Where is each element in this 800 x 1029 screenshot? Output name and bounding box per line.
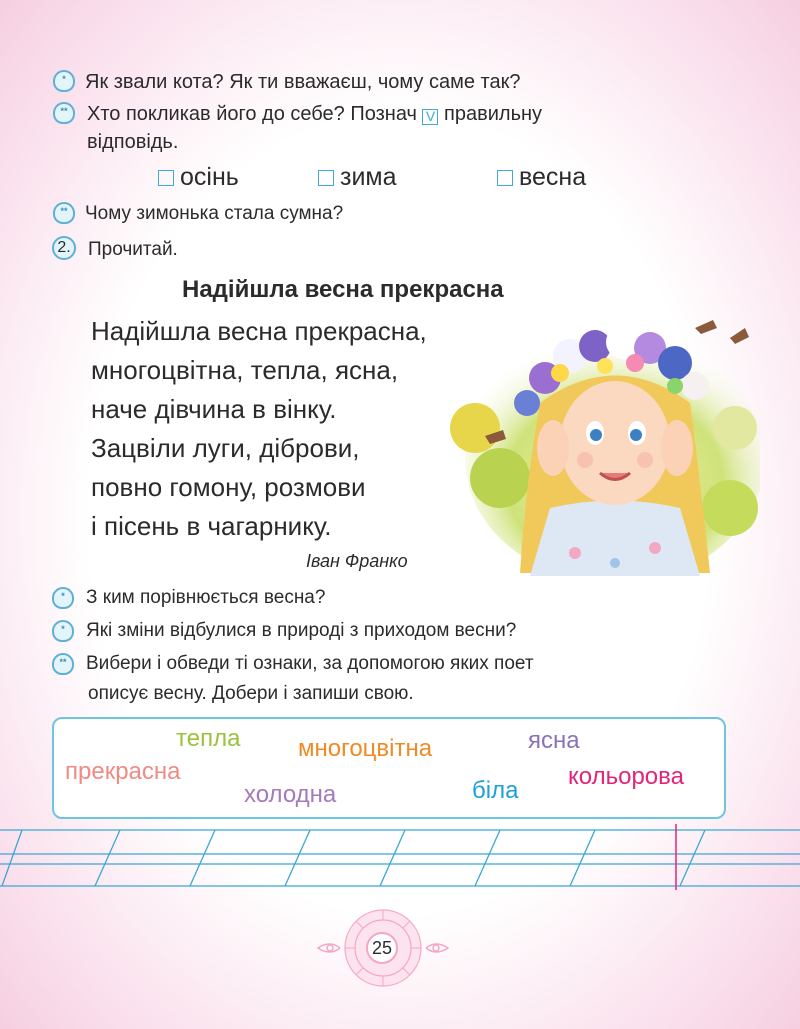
question-6: Вибери і обведи ті ознаки, за допомогою яких поет (86, 653, 534, 674)
star-question-icon: * (53, 70, 75, 92)
question-2 (87, 102, 542, 126)
question-2-text: Хто покликав його до себе? Познач (87, 103, 417, 125)
double-star-question-icon: ** (52, 653, 74, 675)
word-option[interactable]: прекрасна (65, 758, 181, 785)
task-2-instruction: Прочитай. (88, 239, 178, 260)
option-autumn[interactable] (158, 163, 239, 192)
option-label: весна (519, 163, 587, 191)
poem-line: наче дівчина в вінку. (91, 394, 337, 424)
question-2-line2: відповідь. (87, 131, 179, 153)
star-question-icon: * (52, 620, 74, 642)
option-label: зима (340, 163, 397, 191)
option-winter[interactable] (318, 163, 397, 192)
question-5: Які зміни відбулися в природі з приходом весни? (86, 620, 517, 641)
poem-line: многоцвітна, тепла, ясна, (91, 355, 399, 385)
check-mark-icon: V (422, 109, 438, 125)
question-6-line2: описує весну. Добери і запиши свою. (88, 683, 414, 704)
poem-line: Надійшла весна прекрасна, (91, 316, 427, 346)
option-label: осінь (180, 163, 239, 191)
checkbox-icon[interactable] (497, 170, 513, 186)
question-4: З ким порівнюється весна? (86, 587, 326, 608)
question-1: Як звали кота? Як ти вважаєш, чому саме так? (85, 71, 521, 93)
word-option[interactable]: ясна (528, 727, 580, 754)
question-2-text-after: правильну (444, 103, 543, 125)
writing-lines[interactable] (0, 824, 800, 890)
word-option[interactable]: кольорова (568, 763, 684, 790)
checkbox-icon[interactable] (158, 170, 174, 186)
word-option[interactable]: холодна (244, 781, 337, 808)
poem-title: Надійшла весна прекрасна (182, 276, 504, 303)
word-option[interactable]: многоцвітна (298, 735, 433, 762)
checkbox-icon[interactable] (318, 170, 334, 186)
poem-line: Зацвіли луги, діброви, (91, 433, 360, 463)
task-number-badge: 2. (52, 236, 76, 260)
star-question-icon: * (52, 587, 74, 609)
double-star-question-icon: ** (53, 202, 75, 224)
page-number: 25 (366, 932, 398, 964)
poem-author: Іван Франко (306, 551, 408, 571)
poem-line: і пісень в чагарнику. (91, 511, 332, 541)
poem-line: повно гомону, розмови (91, 472, 366, 502)
option-spring[interactable] (497, 163, 586, 192)
double-star-question-icon: ** (53, 102, 75, 124)
girl-illustration (445, 308, 760, 576)
word-option[interactable]: тепла (176, 725, 241, 752)
question-3: Чому зимонька стала сумна? (85, 203, 344, 224)
word-option[interactable]: біла (472, 777, 519, 804)
